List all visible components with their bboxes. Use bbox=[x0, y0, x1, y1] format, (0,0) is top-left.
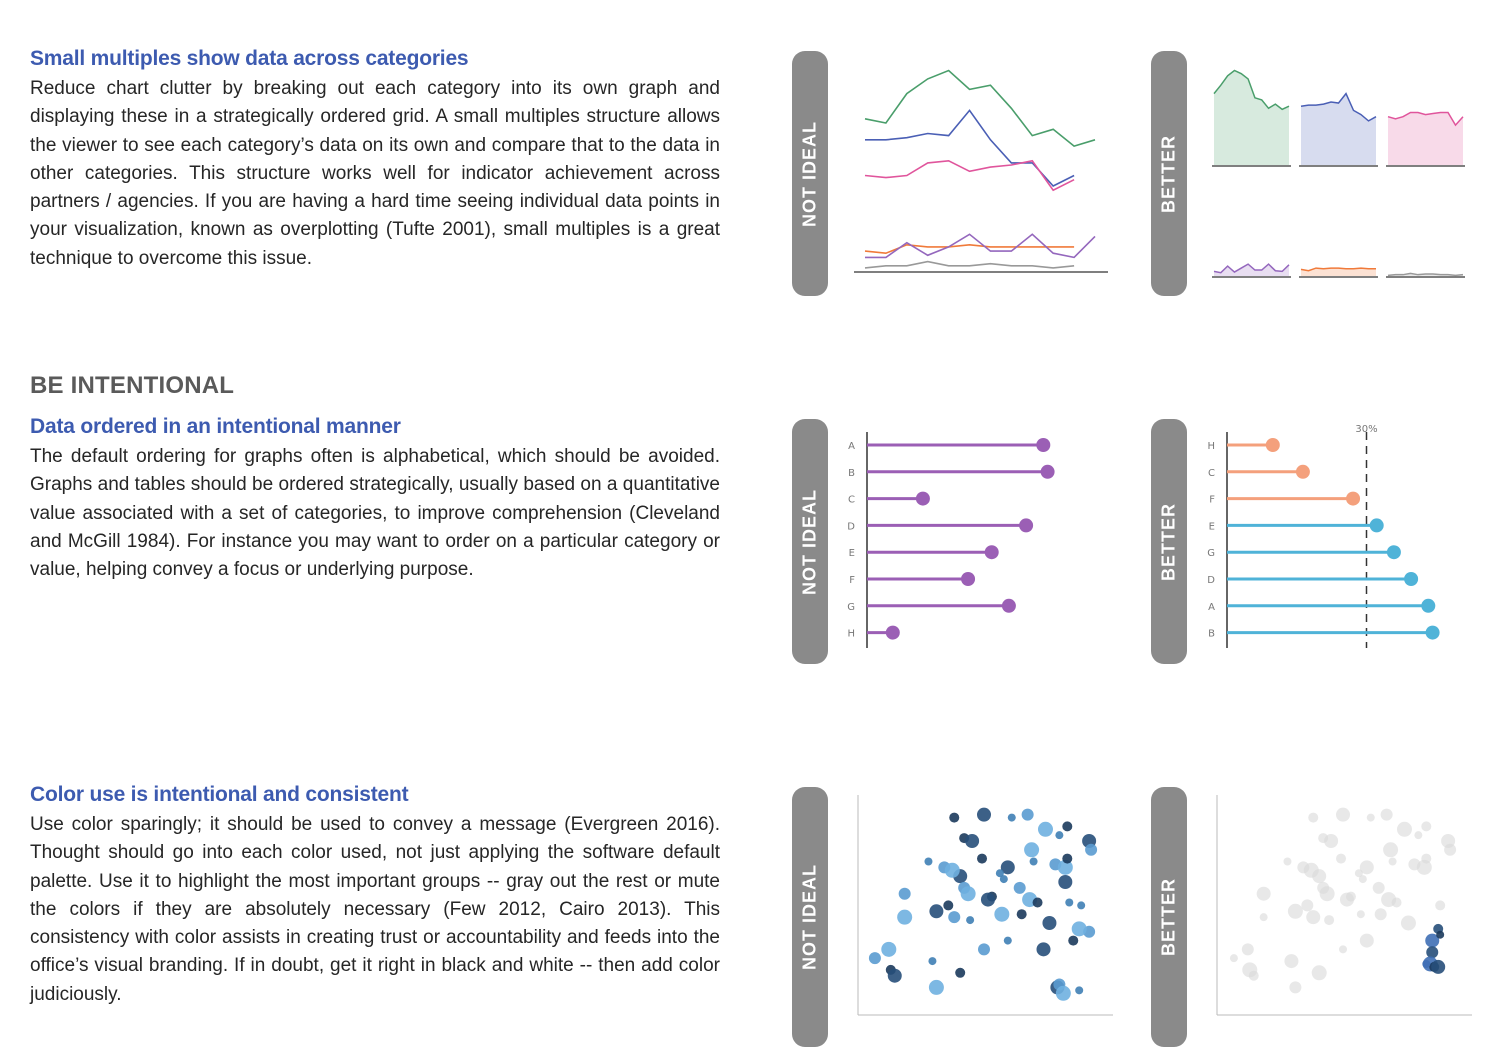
scatter-point-muted bbox=[1381, 809, 1393, 821]
lollipop-dot bbox=[1296, 465, 1310, 479]
scatter-point-muted bbox=[1260, 913, 1268, 921]
scatter-point-highlight bbox=[1431, 960, 1445, 974]
scatter-point-muted bbox=[1288, 904, 1303, 919]
paragraph-color-use: Use color sparingly; it should be used to convey a message (Evergreen 2016). Thought should go into each color used, not just applying the software default palette. Use it to highlight the most important groups -- gray out the rest or mute the colors if they are absolutely necessary (Few 2012, Cairo 2013). This consistency with color assists in creating trust or accountability and feeds into the office’s visual branding. If in doubt, get it right in black and white -- then add color judiciously. bbox=[30, 814, 720, 1005]
ordered-lollipop-chart bbox=[1200, 420, 1470, 650]
paragraph-small-multiples: Reduce chart clutter by breaking out each category into its own graph and displaying these in a strategically ordered grid. A small multiples structure allows the viewer to see each category’s data on its own and compare that to the data in other categories. This structure works well for indicator achievement across partners / agencies. If you are having a hard time seeing individual data points in your visualization, known as overplotting (Tufte 2001), small multiples is a great technique to overcome this issue. bbox=[30, 78, 720, 269]
scatter-point-muted bbox=[1320, 886, 1335, 901]
category-label: D bbox=[1207, 575, 1215, 586]
scatter-point-muted bbox=[1444, 844, 1456, 856]
alphabetical-lollipop-chart bbox=[840, 420, 1110, 650]
lollipop-dot bbox=[1426, 626, 1440, 640]
heading-color-use: Color use is intentional and consistent bbox=[30, 783, 409, 806]
panel-area-purple bbox=[1214, 264, 1289, 276]
lollipop-dot bbox=[1019, 518, 1033, 532]
lollipop-dot bbox=[1041, 465, 1055, 479]
scatter-point bbox=[955, 968, 965, 978]
scatter-point-muted bbox=[1312, 965, 1327, 980]
scatter-point-muted bbox=[1257, 887, 1271, 901]
category-label: C bbox=[848, 494, 855, 506]
scatter-point bbox=[1062, 854, 1072, 864]
scatter-point bbox=[978, 943, 990, 955]
section-small-multiples bbox=[30, 47, 720, 273]
series-line-orange bbox=[865, 245, 1074, 253]
scatter-point bbox=[929, 980, 944, 995]
section-title: BE INTENTIONAL bbox=[30, 372, 235, 399]
category-label: E bbox=[848, 548, 855, 560]
scatter-point bbox=[1004, 937, 1012, 945]
scatter-point bbox=[1065, 899, 1073, 907]
section-color-use bbox=[30, 783, 720, 1009]
category-label: H bbox=[1207, 441, 1215, 452]
scatter-point-muted bbox=[1389, 858, 1397, 866]
scatter-point-muted bbox=[1283, 858, 1291, 866]
scatter-point-muted bbox=[1375, 908, 1387, 920]
scatter-point-muted bbox=[1304, 863, 1319, 878]
scatter-point bbox=[1077, 901, 1085, 909]
scatter-point-muted bbox=[1392, 898, 1402, 908]
scatter-point-muted bbox=[1324, 834, 1338, 848]
scatter-point bbox=[948, 911, 960, 923]
scatter-point bbox=[977, 854, 987, 864]
better-label-2: BETTER bbox=[1158, 502, 1179, 581]
scatter-point bbox=[1038, 822, 1053, 837]
scatter-point-muted bbox=[1357, 910, 1365, 918]
scatter-point-muted bbox=[1301, 899, 1313, 911]
lollipop-dot bbox=[1421, 599, 1435, 613]
scatter-point bbox=[1042, 916, 1056, 930]
panel-area-pink bbox=[1388, 113, 1463, 166]
lollipop-dot bbox=[1370, 518, 1384, 532]
not-ideal-badge-2 bbox=[792, 419, 828, 664]
scatter-point bbox=[1075, 986, 1083, 994]
lollipop-dot bbox=[1346, 492, 1360, 506]
panel-area-blue bbox=[1301, 94, 1376, 165]
scatter-point-muted bbox=[1421, 854, 1431, 864]
not-ideal-badge-1 bbox=[792, 51, 828, 296]
lollipop-dot bbox=[1387, 545, 1401, 559]
lollipop-dot bbox=[1036, 438, 1050, 452]
scatter-point bbox=[1030, 858, 1038, 866]
heading-data-ordered: Data ordered in an intentional manner bbox=[30, 415, 401, 438]
scatter-point-muted bbox=[1397, 822, 1412, 837]
scatter-point-highlight bbox=[1436, 931, 1444, 939]
scatter-point bbox=[1037, 942, 1051, 956]
panel-area-green bbox=[1214, 71, 1289, 166]
scatter-point bbox=[1072, 921, 1087, 936]
scatter-point-muted bbox=[1242, 943, 1254, 955]
category-label: D bbox=[847, 521, 855, 533]
scatter-point bbox=[949, 813, 959, 823]
scatter-point bbox=[869, 952, 881, 964]
lollipop-dot bbox=[916, 492, 930, 506]
scatter-point-muted bbox=[1249, 971, 1259, 981]
scatter-point bbox=[1008, 814, 1016, 822]
series-line-pink bbox=[865, 161, 1074, 190]
paragraph-data-ordered: The default ordering for graphs often is alphabetical, which should be avoided. Graphs and tables should be ordered strategically, usually based on a quantitative value associated with a set of categories, to improve comprehension (Cleveland and McGill 1984). For instance you may want to order on a particular category or value, helping convey a focus or underlying purpose. bbox=[30, 446, 720, 581]
lollipop-dot bbox=[1404, 572, 1418, 586]
not-ideal-label-1: NOT IDEAL bbox=[799, 120, 820, 227]
scatter-point bbox=[1085, 844, 1097, 856]
better-label-3: BETTER bbox=[1158, 878, 1179, 956]
scatter-point bbox=[924, 858, 932, 866]
scatter-point bbox=[897, 910, 912, 925]
scatter-point bbox=[928, 957, 936, 965]
scatter-point bbox=[1056, 986, 1071, 1001]
lollipop-dot bbox=[961, 572, 975, 586]
section-data-ordered bbox=[30, 415, 720, 584]
scatter-point-muted bbox=[1414, 831, 1422, 839]
scatter-point-highlight bbox=[1422, 960, 1430, 968]
scatter-point-muted bbox=[1308, 813, 1318, 823]
scatter-point bbox=[1014, 882, 1026, 894]
scatter-point bbox=[1024, 842, 1039, 857]
scatter-point-muted bbox=[1401, 916, 1416, 931]
scatter-point-muted bbox=[1421, 821, 1431, 831]
series-line-green bbox=[865, 71, 1095, 147]
lollipop-dot bbox=[1266, 438, 1280, 452]
scatter-point bbox=[1068, 936, 1078, 946]
category-label: B bbox=[848, 467, 855, 479]
category-label: B bbox=[1208, 628, 1215, 640]
scatter-point bbox=[981, 893, 995, 907]
category-label: H bbox=[847, 628, 855, 640]
scatter-point bbox=[994, 907, 1009, 922]
scatter-point-muted bbox=[1230, 954, 1238, 962]
scatter-point-muted bbox=[1367, 814, 1375, 822]
small-multiples-chart bbox=[1210, 60, 1472, 280]
category-label: C bbox=[1208, 467, 1215, 479]
scatter-point-muted bbox=[1340, 893, 1354, 907]
category-label: A bbox=[1208, 601, 1215, 613]
series-line-gray bbox=[865, 262, 1074, 268]
scatter-point-muted bbox=[1306, 910, 1320, 924]
scatter-point bbox=[977, 808, 991, 822]
scatter-point bbox=[1000, 875, 1008, 883]
better-badge-3 bbox=[1151, 787, 1187, 1047]
multicolor-scatter-chart bbox=[857, 795, 1113, 1017]
scatter-point bbox=[881, 942, 896, 957]
scatter-point-muted bbox=[1336, 808, 1350, 822]
lollipop-dot bbox=[886, 626, 900, 640]
category-label: E bbox=[1208, 521, 1215, 533]
better-badge-2 bbox=[1151, 419, 1187, 664]
not-ideal-label-2: NOT IDEAL bbox=[799, 488, 820, 595]
better-badge-1 bbox=[1151, 51, 1187, 296]
scatter-point bbox=[1022, 809, 1034, 821]
scatter-point bbox=[966, 916, 974, 924]
lollipop-dot bbox=[985, 545, 999, 559]
scatter-point-muted bbox=[1383, 842, 1398, 857]
reference-label: 30% bbox=[1355, 424, 1378, 435]
scatter-point-muted bbox=[1284, 954, 1298, 968]
lollipop-dot bbox=[1002, 599, 1016, 613]
category-label: G bbox=[1207, 548, 1215, 560]
heading-small-multiples: Small multiples show data across categories bbox=[30, 47, 469, 70]
not-ideal-badge-3 bbox=[792, 787, 828, 1047]
scatter-point-muted bbox=[1435, 900, 1445, 910]
not-ideal-label-3: NOT IDEAL bbox=[799, 864, 820, 970]
scatter-point-muted bbox=[1289, 981, 1301, 993]
scatter-point bbox=[899, 888, 911, 900]
scatter-point bbox=[1033, 898, 1043, 908]
scatter-point bbox=[965, 834, 979, 848]
scatter-point-muted bbox=[1373, 882, 1385, 894]
scatter-point bbox=[929, 904, 943, 918]
overplotted-line-chart bbox=[850, 60, 1112, 280]
scatter-point bbox=[961, 886, 976, 901]
category-label: F bbox=[1209, 494, 1215, 506]
scatter-point bbox=[943, 900, 953, 910]
scatter-point-muted bbox=[1336, 854, 1346, 864]
scatter-point-muted bbox=[1324, 915, 1334, 925]
scatter-point bbox=[945, 863, 960, 878]
scatter-point bbox=[1062, 821, 1072, 831]
scatter-point bbox=[1058, 875, 1072, 889]
scatter-point bbox=[1017, 909, 1027, 919]
scatter-point-muted bbox=[1339, 945, 1347, 953]
scatter-point-muted bbox=[1359, 875, 1367, 883]
category-label: A bbox=[848, 441, 855, 452]
scatter-point bbox=[888, 969, 902, 983]
category-label: F bbox=[849, 575, 855, 586]
better-label-1: BETTER bbox=[1158, 134, 1179, 213]
highlight-scatter-chart bbox=[1216, 795, 1472, 1017]
scatter-point-highlight bbox=[1426, 946, 1438, 958]
scatter-point-muted bbox=[1360, 934, 1374, 948]
category-label: G bbox=[847, 601, 855, 613]
scatter-point bbox=[1055, 831, 1063, 839]
